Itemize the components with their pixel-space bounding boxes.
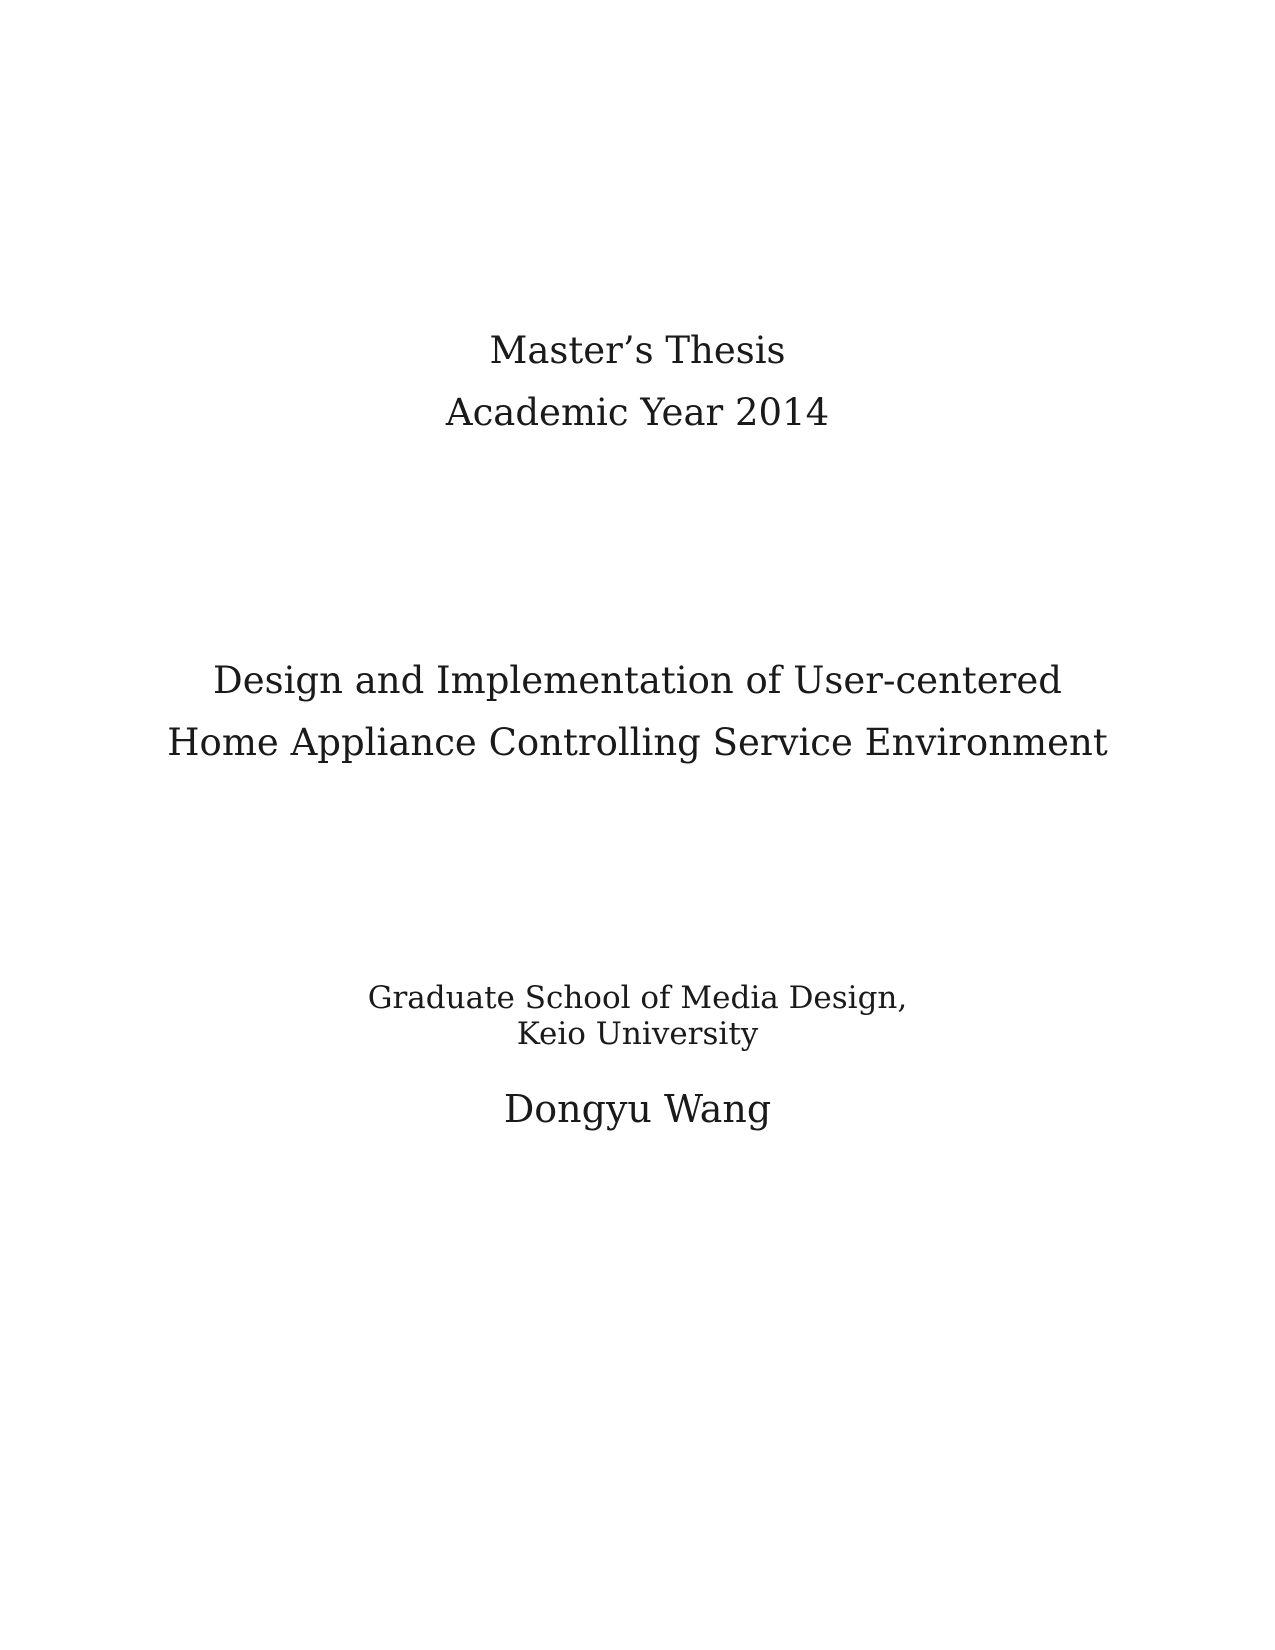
school-name: Graduate School of Media Design, [367, 980, 908, 1016]
author-name: Dongyu Wang [503, 1087, 772, 1131]
degree-info [0, 320, 1275, 444]
thesis-title-line-1: Design and Implementation of User-centered [213, 659, 1062, 702]
thesis-title [0, 650, 1275, 774]
affiliation [0, 980, 1275, 1052]
academic-year: Academic Year 2014 [445, 391, 830, 434]
degree-type: Master’s Thesis [489, 329, 786, 372]
author [0, 1085, 1275, 1133]
university-name: Keio University [516, 1016, 759, 1052]
thesis-title-line-2: Home Appliance Controlling Service Environment [167, 721, 1108, 764]
